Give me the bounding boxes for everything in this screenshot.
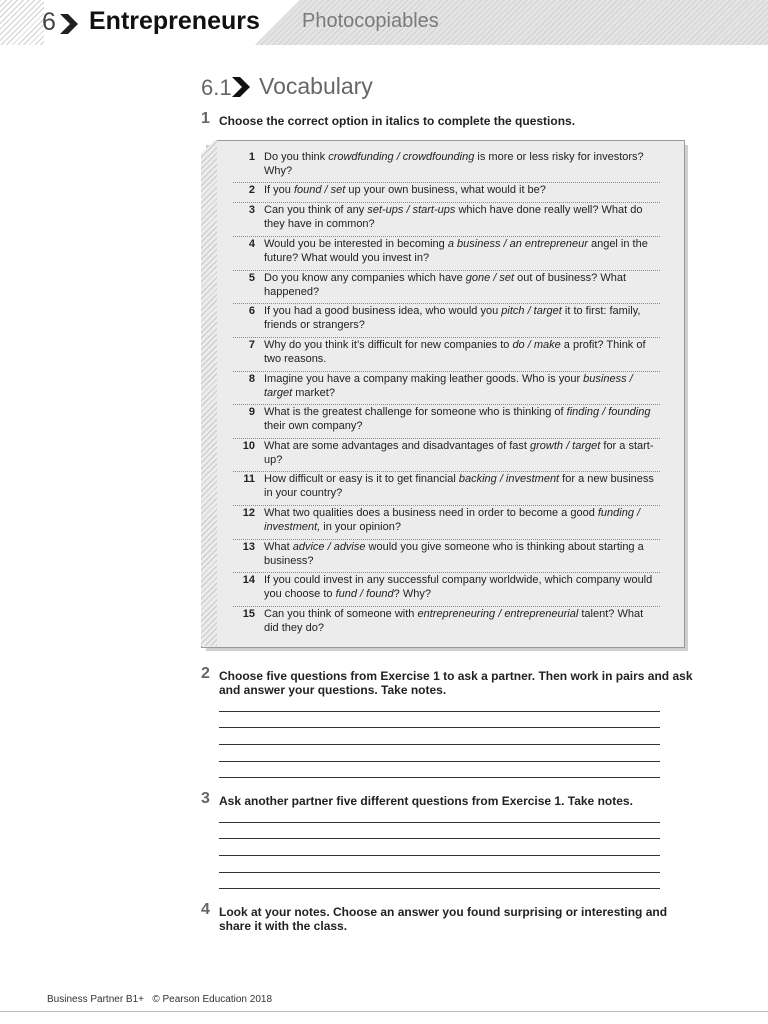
writing-line[interactable] [219,838,660,839]
chevron-right-icon [232,77,250,97]
question-number: 5 [248,272,255,284]
question-text [264,151,660,178]
unit-title: Entrepreneurs [89,7,260,35]
section-number: 6.1 [201,75,232,100]
header-tag: Photocopiables [302,10,439,32]
writing-line[interactable] [219,777,660,778]
question-separator [233,371,660,372]
writing-line[interactable] [219,855,660,856]
exercise-instruction: share it with the class. [219,919,348,933]
question-fragment: out of business? What happened? [264,272,627,298]
exercise-number: 3 [201,790,210,807]
italic-options[interactable]: found / set [293,184,346,196]
question-fragment: for a start-up? [264,440,654,466]
exercise-number: 1 [201,110,210,127]
question-text [264,272,660,299]
writing-line[interactable] [219,744,660,745]
italic-options[interactable]: funding / investment, [264,507,641,533]
question-separator [233,337,660,338]
question-text [264,406,660,433]
question-fragment: How difficult or easy is it to get financial [264,473,459,485]
question-fragment: If you had a good business idea, who would you [264,305,502,317]
question-number: 4 [248,238,255,250]
question-fragment: What is the greatest challenge for someone who is thinking of [264,406,567,418]
question-separator [233,539,660,540]
question-number: 10 [242,440,255,452]
question-text [264,541,660,568]
question-number: 13 [242,541,255,553]
question-number: 7 [248,339,255,351]
question-fragment: ? Why? [393,587,431,600]
question-fragment: a profit? Think of two reasons. [264,339,646,365]
question-number: 15 [242,608,255,620]
question-text [264,305,660,332]
italic-options[interactable]: set-ups / start-ups [367,204,456,216]
italic-options[interactable]: do / make [512,339,561,351]
writing-line[interactable] [219,822,660,823]
question-number: 3 [248,204,255,216]
question-fragment: If you could invest in any successful company worldwide, which company would you choose to [264,574,653,600]
question-fragment: Would you be interested in becoming [264,238,448,250]
exercise-instruction: Look at your notes. Choose an answer you found surprising or interesting and [219,905,668,919]
italic-options[interactable]: finding / founding [566,406,651,418]
question-fragment: for a new business in your country? [264,473,654,499]
question-number: 1 [248,151,255,163]
writing-line[interactable] [219,711,660,712]
question-separator [233,606,660,607]
question-separator [233,182,660,183]
italic-options[interactable]: backing / investment [458,473,560,485]
question-fragment: their own company? [264,419,363,432]
header-hatch [0,0,44,45]
italic-options[interactable]: gone / set [465,272,515,284]
question-text [264,373,660,400]
question-text [264,440,660,467]
chevron-right-icon [60,14,78,34]
question-number: 11 [243,473,255,485]
question-number: 6 [248,305,255,317]
question-text [264,574,660,601]
question-text [264,507,660,534]
section-title: Vocabulary [259,73,373,99]
question-fragment: Imagine you have a company making leather goods. Who is your [264,373,584,385]
question-separator [233,202,660,203]
question-fragment: What [264,541,293,553]
question-separator [233,270,660,271]
italic-options[interactable]: fund / found [335,587,394,600]
question-fragment: If you [264,184,294,196]
exercise-instruction: Ask another partner five different questions from Exercise 1. Take notes. [219,794,633,808]
italic-options[interactable]: a business / an entrepreneur [447,238,588,250]
question-fragment: market? [292,386,335,399]
question-number: 8 [248,373,255,385]
question-fragment: What two qualities does a business need in order to become a good [264,507,598,519]
exercise-instruction: Choose the correct option in italics to complete the questions. [219,114,576,128]
italic-options[interactable]: growth / target [530,440,601,452]
exercise-number: 4 [201,901,210,918]
question-separator [233,505,660,506]
question-fragment: Why do you think it’s difficult for new companies to [264,339,513,351]
question-separator [233,404,660,405]
italic-options[interactable]: advice / advise [292,541,366,553]
unit-number: 6 [42,8,56,36]
italic-options[interactable]: crowdfunding / crowdfounding [328,151,475,163]
page-header [0,0,768,45]
question-text [264,184,660,198]
question-fragment: Do you think [264,151,329,163]
exercise-number: 2 [201,665,210,682]
question-separator [233,438,660,439]
question-separator [233,236,660,237]
question-separator [233,471,660,472]
exercise-instruction: and answer your questions. Take notes. [219,683,447,697]
question-text [264,204,660,231]
question-fragment: talent? What did they do? [264,608,644,634]
question-number: 2 [248,184,255,196]
question-number: 12 [242,507,255,519]
question-fragment: Do you know any companies which have [264,272,466,284]
question-text [264,238,660,265]
question-separator [233,303,660,304]
question-fragment: in your opinion? [320,520,401,533]
question-text [264,339,660,366]
footer-credit: Business Partner B1+ © Pearson Education 2018 [47,994,273,1005]
question-fragment: is more or less risky for investors? Why? [264,151,644,177]
writing-line[interactable] [219,888,660,889]
question-fragment: Can you think of any [264,204,368,216]
question-fragment: would you give someone who is thinking about starting a business? [264,541,644,567]
question-separator [233,572,660,573]
exercise-instruction: Choose five questions from Exercise 1 to ask a partner. Then work in pairs and ask [219,669,693,683]
writing-line[interactable] [219,761,660,762]
footer-rule [0,1011,768,1012]
question-box-hatch [201,140,217,646]
italic-options[interactable]: business / target [264,373,633,399]
question-number: 14 [242,574,255,586]
italic-options[interactable]: pitch / target [501,305,562,317]
question-fragment: it to first: family, friends or strangers? [264,305,641,331]
question-fragment: which have done really well? What do they have in common? [264,204,643,230]
question-fragment: up your own business, what would it be? [345,184,546,196]
question-text [264,608,660,635]
question-number: 9 [248,406,255,418]
question-fragment: What are some advantages and disadvantages of fast [264,440,530,452]
question-text [264,473,660,500]
italic-options[interactable]: entrepreneuring / entrepreneurial [417,608,579,620]
writing-line[interactable] [219,727,660,728]
question-fragment: angel in the future? What would you invest in? [264,238,648,264]
writing-line[interactable] [219,872,660,873]
question-fragment: Can you think of someone with [264,608,418,620]
